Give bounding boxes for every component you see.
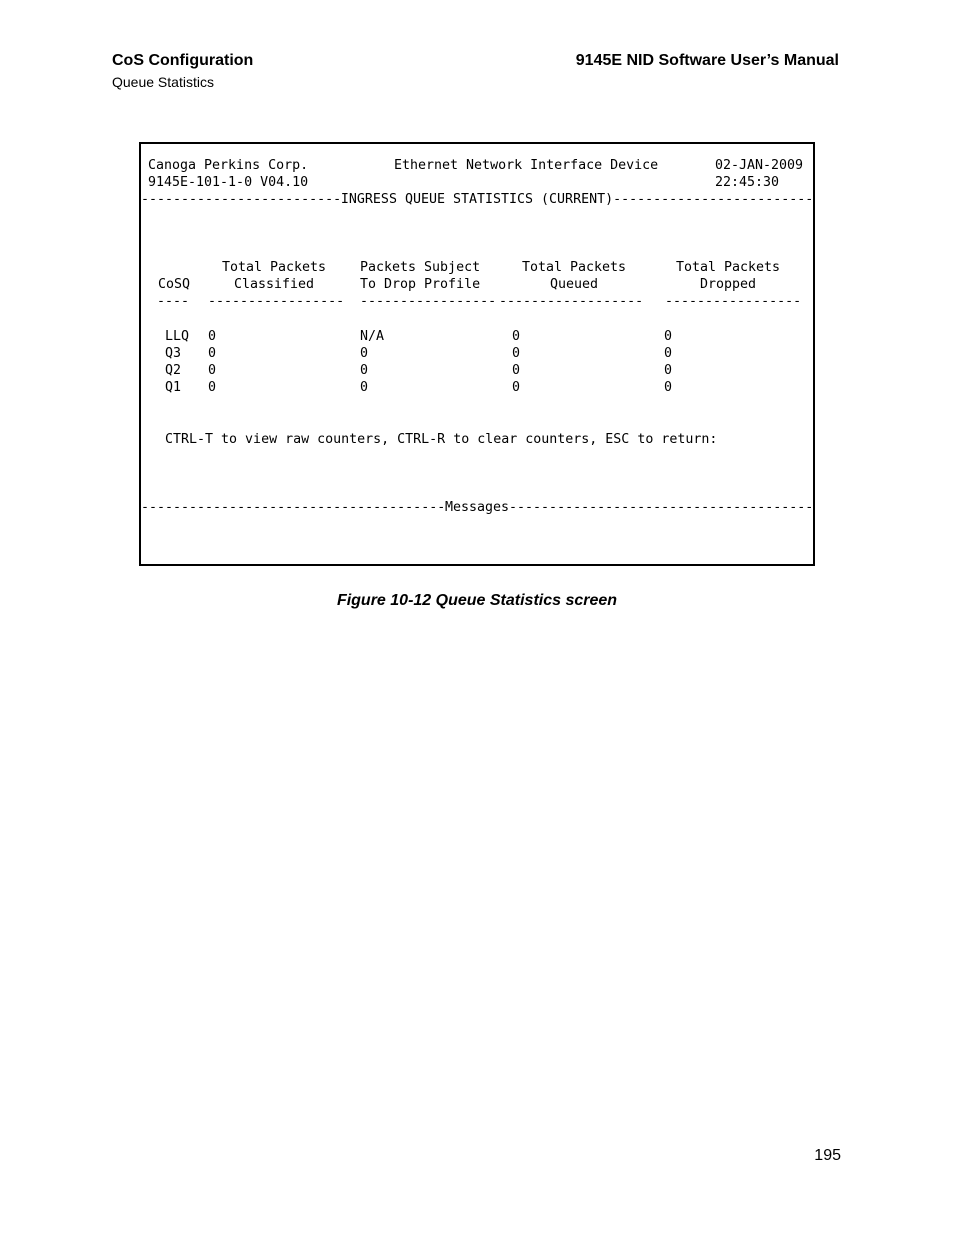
section-title: CoS Configuration (112, 52, 254, 69)
row-classified: 0 (208, 380, 217, 395)
row-queue-name: Q2 (165, 363, 182, 378)
page-number: 195 (814, 1147, 841, 1164)
messages-label: Messages (444, 500, 510, 515)
separator-dashes (613, 191, 813, 208)
figure-caption: Figure 10-12 Queue Statistics screen (336, 592, 618, 609)
row-dropped: 0 (664, 380, 673, 395)
terminal-screen (139, 142, 815, 566)
running-header-left (112, 51, 253, 91)
row-queued: 0 (512, 346, 521, 361)
col-header-queued-line1: Total Packets (521, 260, 627, 275)
col-underline (665, 293, 799, 310)
date-readout: 02-JAN-2009 (715, 158, 804, 173)
separator-dashes (141, 499, 445, 516)
row-queued: 0 (512, 380, 521, 395)
col-header-queued-line2: Queued (549, 277, 599, 292)
row-dropped: 0 (664, 329, 673, 344)
col-header-drop-profile-line2: To Drop Profile (360, 277, 481, 292)
company-name: Canoga Perkins Corp. (148, 158, 309, 173)
col-underline (157, 293, 191, 310)
row-queued: 0 (512, 329, 521, 344)
col-header-dropped-line2: Dropped (699, 277, 757, 292)
instructions-prompt: CTRL-T to view raw counters, CTRL-R to clear counters, ESC to return: (165, 432, 718, 447)
model-version: 9145E-101-1-0 V04.10 (148, 175, 309, 190)
row-queued: 0 (512, 363, 521, 378)
row-queue-name: Q1 (165, 380, 182, 395)
messages-bar (141, 499, 813, 516)
row-dropped: 0 (664, 363, 673, 378)
col-underline (208, 293, 342, 310)
screen-title-bar (141, 191, 813, 208)
row-classified: 0 (208, 363, 217, 378)
row-queue-name: LLQ (165, 329, 190, 344)
row-dropped: 0 (664, 346, 673, 361)
row-classified: 0 (208, 329, 217, 344)
row-drop-profile: 0 (360, 346, 369, 361)
col-header-dropped-line1: Total Packets (675, 260, 781, 275)
col-header-drop-profile-line1: Packets Subject (360, 260, 481, 275)
time-readout: 22:45:30 (715, 175, 780, 190)
separator-dashes (141, 191, 341, 208)
row-queue-name: Q3 (165, 346, 182, 361)
row-drop-profile: 0 (360, 363, 369, 378)
row-classified: 0 (208, 346, 217, 361)
col-header-classified-line2: Classified (233, 277, 315, 292)
separator-dashes (509, 499, 813, 516)
row-drop-profile: N/A (360, 329, 385, 344)
subsection-title: Queue Statistics (112, 74, 214, 90)
row-drop-profile: 0 (360, 380, 369, 395)
col-underline (360, 293, 494, 310)
device-name: Ethernet Network Interface Device (394, 158, 659, 173)
manual-title: 9145E NID Software User’s Manual (575, 52, 839, 69)
col-header-classified-line1: Total Packets (221, 260, 327, 275)
col-header-cosq: CoSQ (157, 277, 191, 292)
col-underline (499, 293, 645, 310)
screen-title: INGRESS QUEUE STATISTICS (CURRENT) (340, 192, 614, 207)
